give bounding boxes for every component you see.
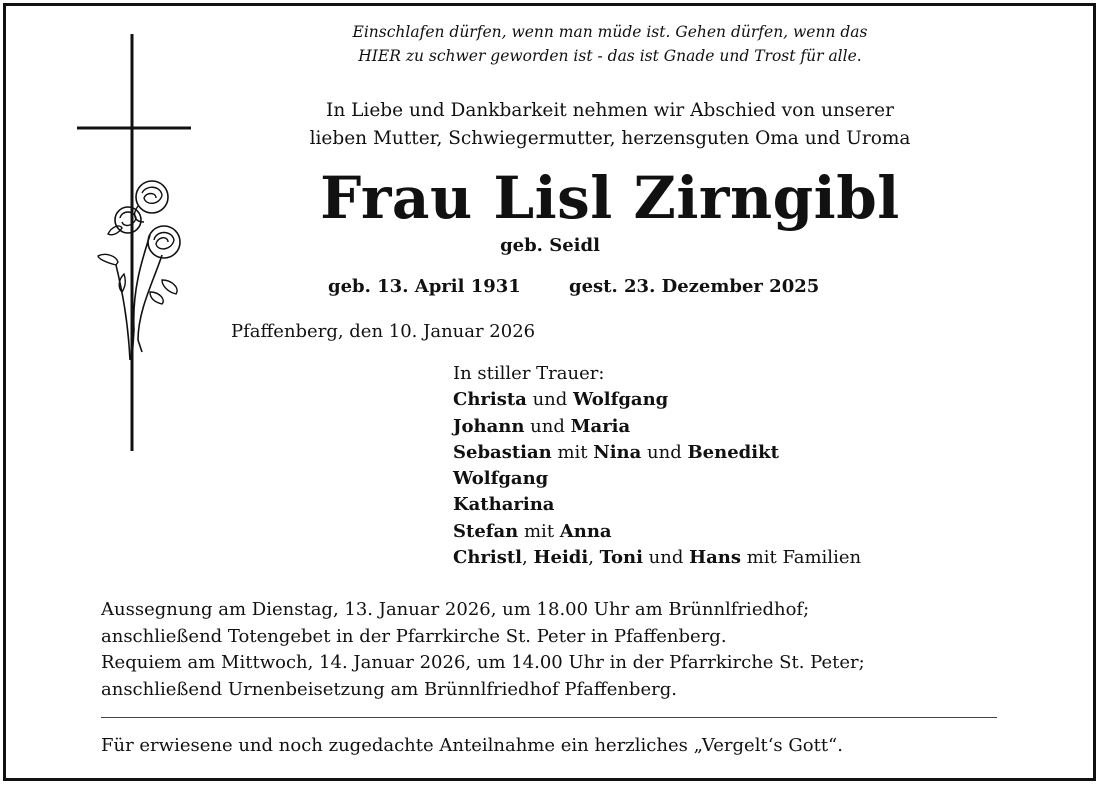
mourner-name: Wolfgang bbox=[453, 468, 549, 490]
mourner-name: Johann bbox=[453, 415, 525, 437]
mourner-name: Heidi bbox=[533, 547, 589, 569]
mourner-line bbox=[453, 466, 861, 492]
mourner-name: Stefan bbox=[453, 520, 519, 542]
motto-verse: Einschlafen dürfen, wenn man müde ist. Gehen dürfen, wenn das HIER zu schwer geworden ist - das ist Gnade und Trost für alle. bbox=[352, 23, 868, 65]
mourner-name: Anna bbox=[559, 520, 612, 542]
mourner-line bbox=[453, 440, 861, 466]
mourner-connector: und bbox=[642, 547, 690, 569]
mourner-line bbox=[453, 387, 861, 413]
mourner-connector: mit Familien bbox=[740, 547, 862, 569]
service-info bbox=[101, 597, 865, 703]
mourners-list bbox=[453, 387, 861, 571]
thanks-text: Für erwiesene und noch zugedachte Anteilnahme ein herzliches „Vergelt‘s Gott“. bbox=[101, 735, 843, 756]
deceased-name: Frau Lisl Zirngibl bbox=[320, 164, 900, 232]
service-line: Aussegnung am Dienstag, 13. Januar 2026, um 18.00 Uhr am Brünnlfriedhof; bbox=[101, 599, 810, 620]
service-line: Requiem am Mittwoch, 14. Januar 2026, um 14.00 Uhr in der Pfarrkirche St. Peter; bbox=[101, 652, 865, 673]
date-of-birth: geb. 13. April 1931 bbox=[328, 276, 521, 297]
mourner-name: Benedikt bbox=[687, 441, 779, 463]
mourners-heading: In stiller Trauer: bbox=[453, 363, 605, 384]
mourner-connector: und bbox=[524, 415, 571, 437]
mourner-connector: und bbox=[526, 389, 574, 411]
mourner-line bbox=[453, 519, 861, 545]
date-of-death: gest. 23. Dezember 2025 bbox=[569, 276, 820, 297]
mourner-connector: , bbox=[522, 547, 534, 569]
mourner-name: Wolfgang bbox=[573, 389, 669, 411]
intro-text: In Liebe und Dankbarkeit nehmen wir Abschied von unserer lieben Mutter, Schwiegermutter, herzensguten Oma und Uroma bbox=[309, 100, 911, 149]
mourner-name: Katharina bbox=[453, 494, 555, 516]
mourner-name: Christa bbox=[453, 389, 527, 411]
mourner-line bbox=[453, 545, 861, 571]
mourner-name: Hans bbox=[689, 547, 741, 569]
mourner-connector: mit bbox=[518, 520, 560, 542]
service-line: anschließend Totengebet in der Pfarrkirche St. Peter in Pfaffenberg. bbox=[101, 625, 727, 647]
mourners-block bbox=[453, 361, 861, 571]
mourner-name: Sebastian bbox=[453, 441, 552, 463]
mourner-connector: mit bbox=[551, 441, 594, 463]
birth-name: geb. Seidl bbox=[500, 235, 600, 256]
mourner-line bbox=[453, 414, 861, 440]
place-and-date: Pfaffenberg, den 10. Januar 2026 bbox=[231, 321, 536, 342]
divider bbox=[101, 717, 997, 718]
mourner-name: Christl bbox=[453, 547, 523, 569]
mourner-name: Toni bbox=[599, 547, 643, 569]
mourner-connector: , bbox=[588, 547, 600, 569]
mourner-line bbox=[453, 492, 861, 518]
mourner-name: Nina bbox=[593, 441, 642, 463]
mourner-connector: und bbox=[641, 441, 688, 463]
service-line: anschließend Urnenbeisetzung am Brünnlfriedhof Pfaffenberg. bbox=[101, 678, 677, 700]
mourner-name: Maria bbox=[570, 415, 631, 437]
cross-with-roses-icon bbox=[72, 30, 202, 455]
